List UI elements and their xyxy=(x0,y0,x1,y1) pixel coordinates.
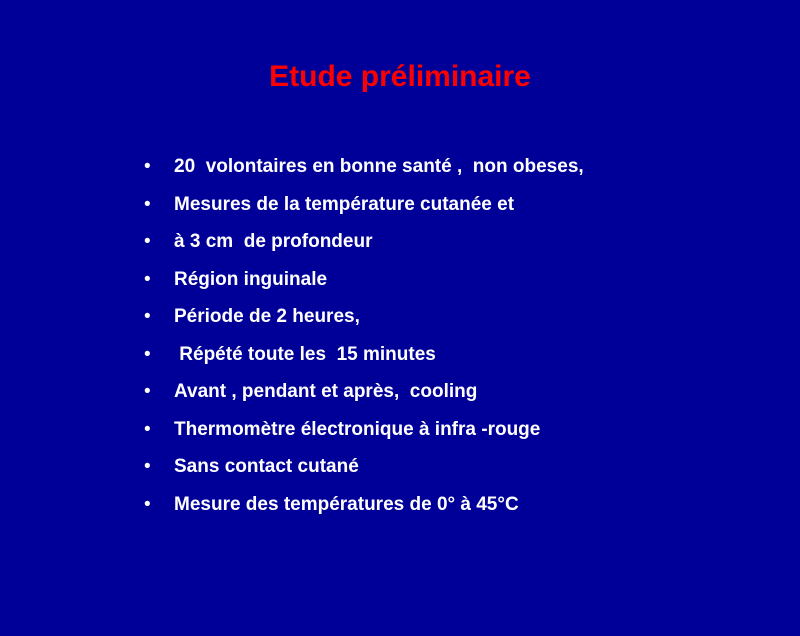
bullet-item xyxy=(0,448,359,486)
bullet-icon: • xyxy=(144,193,151,215)
bullet-text: Mesures de la température cutanée et xyxy=(174,193,515,215)
bullet-item xyxy=(0,336,436,374)
bullet-text: Thermomètre électronique à infra -rouge xyxy=(174,418,541,440)
bullet-icon: • xyxy=(144,381,151,402)
bullet-icon: • xyxy=(144,343,151,365)
bullet-icon: • xyxy=(144,156,151,177)
bullet-text: 20 volontaires en bonne santé , non obeses, xyxy=(174,156,584,177)
bullet-text: Mesure des températures de 0° à 45°C xyxy=(174,493,519,515)
bullet-text: à 3 cm de profondeur xyxy=(174,231,373,252)
bullet-icon: • xyxy=(144,231,151,252)
bullet-item xyxy=(0,148,584,186)
bullet-icon: • xyxy=(144,493,151,515)
bullet-item xyxy=(0,411,541,449)
bullet-item xyxy=(0,223,373,261)
bullet-icon: • xyxy=(144,306,151,327)
bullet-icon: • xyxy=(144,456,151,477)
bullet-item xyxy=(0,486,519,524)
bullet-text: Répété toute les 15 minutes xyxy=(174,343,436,365)
slide-title: Etude préliminaire xyxy=(269,60,531,93)
bullet-text: Sans contact cutané xyxy=(174,456,359,477)
bullet-item xyxy=(0,186,515,224)
bullet-text: Période de 2 heures, xyxy=(174,306,360,327)
bullet-text: Avant , pendant et après, cooling xyxy=(174,381,478,402)
bullet-text: Région inguinale xyxy=(174,268,328,290)
bullet-item xyxy=(0,298,360,336)
bullet-item xyxy=(0,261,328,299)
bullet-item xyxy=(0,373,478,411)
bullet-icon: • xyxy=(144,268,151,290)
bullet-icon: • xyxy=(144,418,151,440)
bullet-list xyxy=(0,148,584,523)
